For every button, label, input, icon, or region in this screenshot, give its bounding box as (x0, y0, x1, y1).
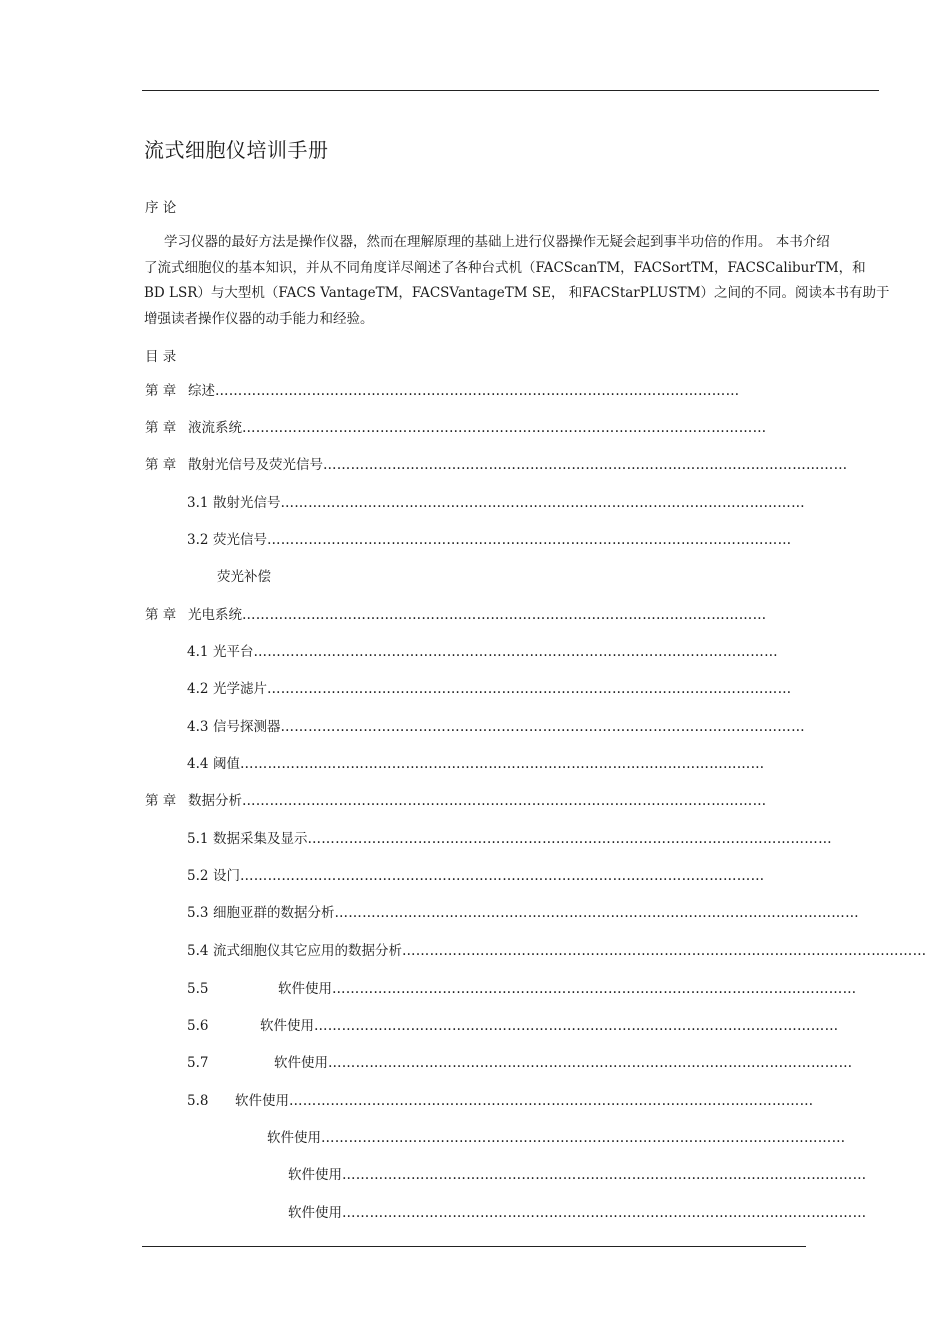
toc-title: 软件使用 (274, 1055, 328, 1071)
toc-leader: …………………………………………………………………………………………………… (314, 1018, 839, 1034)
preface-heading: 序 论 (145, 200, 177, 216)
toc-chapter-label: 第 章 (145, 420, 177, 436)
toc-chapter-label: 第 章 (145, 607, 177, 623)
toc-leader: …………………………………………………………………………………………………… (242, 607, 767, 623)
toc-entry[interactable] (187, 642, 778, 662)
toc-leader: …………………………………………………………………………………………………… (280, 495, 805, 511)
preface-line: 学习仪器的最好方法是操作仪器，然而在理解原理的基础上进行仪器操作无疑会起到事半功倍的作用。 本书介绍 (164, 234, 830, 250)
toc-leader: …………………………………………………………………………………………………… (267, 532, 792, 548)
toc-section-number: 5.8 (187, 1093, 209, 1109)
toc-entry[interactable] (187, 754, 765, 774)
toc-entry[interactable] (187, 979, 857, 999)
footer-rule (142, 1246, 806, 1247)
toc-entry[interactable] (187, 866, 765, 886)
toc-title: 荧光补偿 (217, 569, 271, 585)
toc-entry[interactable] (187, 530, 792, 550)
toc-entry[interactable] (145, 605, 767, 625)
toc-section-number: 4.4 (187, 756, 209, 772)
toc-leader: …………………………………………………………………………………………………… (307, 831, 832, 847)
toc-title: 光平台 (213, 644, 254, 660)
toc-title: 荧光信号 (213, 532, 267, 548)
toc-title: 综述 (188, 383, 215, 399)
toc-title: 数据分析 (188, 793, 242, 809)
preface-line: 增强读者操作仪器的动手能力和经验。 (144, 310, 374, 327)
toc-title: 光电系统 (188, 607, 242, 623)
toc-title: 散射光信号及荧光信号 (188, 457, 323, 473)
toc-chapter-label: 第 章 (145, 383, 177, 399)
toc-title: 散射光信号 (213, 495, 281, 511)
toc-section-number: 5.1 (187, 831, 209, 847)
toc-section-number: 4.1 (187, 644, 209, 660)
toc-leader: …………………………………………………………………………………………………… (342, 1205, 867, 1221)
toc-entry[interactable] (267, 1128, 846, 1148)
toc-entry[interactable] (145, 418, 767, 438)
toc-entry[interactable] (187, 1053, 853, 1073)
toc-leader: …………………………………………………………………………………………………… (342, 1167, 867, 1183)
toc-section-number: 5.6 (187, 1018, 209, 1034)
toc-leader: …………………………………………………………………………………………………… (280, 719, 805, 735)
toc-leader: …………………………………………………………………………………………………… (240, 868, 765, 884)
toc-entry[interactable] (187, 1016, 839, 1036)
toc-title: 软件使用 (267, 1130, 321, 1146)
toc-entry[interactable] (187, 903, 859, 923)
header-rule (142, 90, 879, 91)
toc-title: 信号探测器 (213, 719, 281, 735)
toc-leader: …………………………………………………………………………………………………… (240, 756, 765, 772)
toc-leader: …………………………………………………………………………………………………… (321, 1130, 846, 1146)
preface-line: BD LSR）与大型机（FACS VantageTM，FACSVantageTM SE， 和FACStarPLUSTM）之间的不同。阅读本书有助于 (144, 285, 890, 301)
toc-leader: …………………………………………………………………………………………………… (289, 1093, 814, 1109)
toc-leader: …………………………………………………………………………………………………… (267, 681, 792, 697)
toc-entry[interactable] (145, 455, 848, 475)
toc-title: 软件使用 (235, 1093, 289, 1109)
preface-line: 了流式细胞仪的基本知识，并从不同角度详尽阐述了各种台式机（FACScanTM，FACSortTM，FACSCaliburTM，和 (144, 259, 866, 276)
toc-section-number: 3.1 (187, 495, 209, 511)
toc-section-number: 5.7 (187, 1055, 209, 1071)
toc-title: 阈值 (213, 756, 240, 772)
toc-entry[interactable] (187, 1091, 814, 1111)
toc-chapter-label: 第 章 (145, 457, 177, 473)
toc-title: 流式细胞仪其它应用的数据分析 (213, 943, 402, 959)
toc-leader: …………………………………………………………………………………………………… (323, 457, 848, 473)
toc-section-number: 5.4 (187, 943, 209, 959)
toc-heading: 目 录 (145, 349, 177, 365)
toc-leader: …………………………………………………………………………………………………… (242, 793, 767, 809)
toc-leader: …………………………………………………………………………………………………… (242, 420, 767, 436)
toc-leader: …………………………………………………………………………………………………… (402, 943, 927, 959)
toc-entry[interactable] (187, 717, 805, 737)
toc-section-number: 5.3 (187, 905, 209, 921)
toc-entry[interactable] (187, 829, 832, 849)
toc-title: 软件使用 (288, 1167, 342, 1183)
toc-title: 液流系统 (188, 420, 242, 436)
toc-entry[interactable] (288, 1203, 867, 1223)
toc-entry[interactable] (288, 1165, 867, 1185)
toc-leader: …………………………………………………………………………………………………… (328, 1055, 853, 1071)
toc-title: 软件使用 (278, 981, 332, 997)
toc-entry[interactable] (145, 791, 767, 811)
toc-leader: …………………………………………………………………………………………………… (334, 905, 859, 921)
toc-section-number: 4.2 (187, 681, 209, 697)
document-title: 流式细胞仪培训手册 (144, 138, 329, 162)
toc-title: 软件使用 (260, 1018, 314, 1034)
toc-title: 数据采集及显示 (213, 831, 308, 847)
toc-title: 设门 (213, 868, 240, 884)
preface-paragraph (144, 230, 890, 332)
toc-section-number: 4.3 (187, 719, 209, 735)
toc-entry[interactable] (187, 679, 792, 699)
toc-section-number: 3.2 (187, 532, 209, 548)
toc-title: 光学滤片 (213, 681, 267, 697)
toc-leader: …………………………………………………………………………………………………… (332, 981, 857, 997)
toc-section-number: 5.2 (187, 868, 209, 884)
toc-entry[interactable] (145, 381, 740, 401)
toc-title: 软件使用 (288, 1205, 342, 1221)
toc-entry[interactable] (217, 567, 271, 587)
toc-leader: …………………………………………………………………………………………………… (253, 644, 778, 660)
toc-chapter-label: 第 章 (145, 793, 177, 809)
toc-section-number: 5.5 (187, 981, 209, 997)
toc-leader: …………………………………………………………………………………………………… (215, 383, 740, 399)
toc-entry[interactable] (187, 941, 927, 961)
toc-title: 细胞亚群的数据分析 (213, 905, 335, 921)
toc-entry[interactable] (187, 493, 805, 513)
